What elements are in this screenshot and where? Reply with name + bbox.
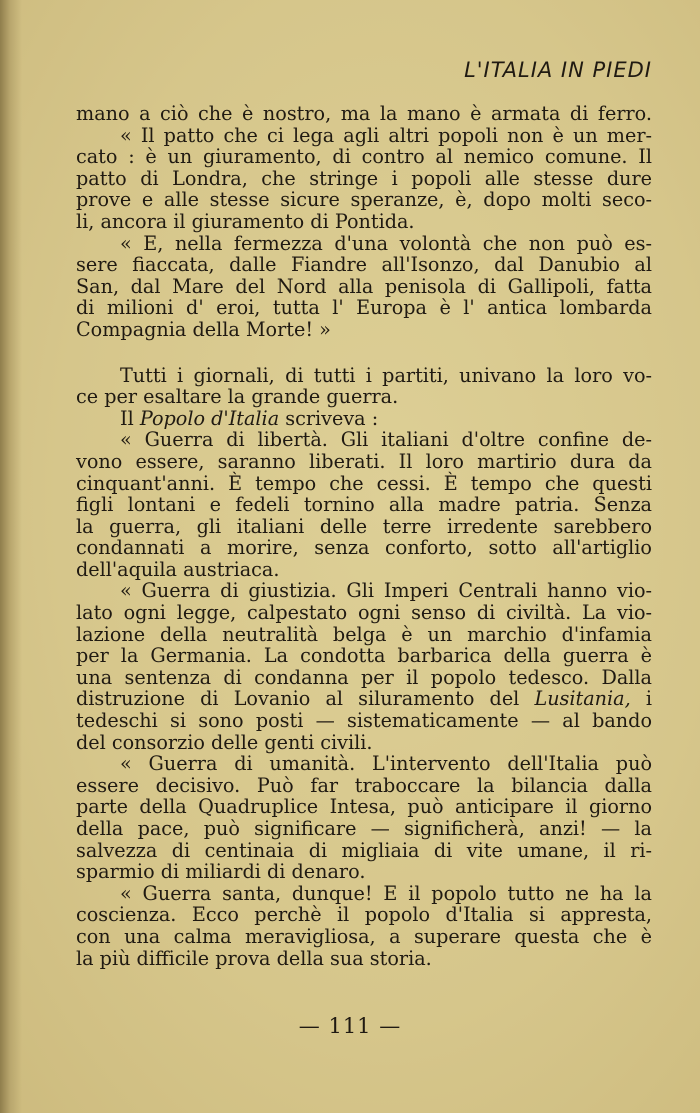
text-line: salvezza di centinaia di migliaia di vite umane, il ri- <box>76 838 652 862</box>
text-fragment: scriveva : <box>285 406 379 430</box>
text-line: dell'aquila austriaca. <box>76 557 280 581</box>
text-line: San, dal Mare del Nord alla penisola di Gallipoli, fatta <box>76 274 652 298</box>
text-line: di milioni d' eroi, tutta l' Europa è l' antica lombarda <box>76 296 652 320</box>
text-fragment: Il <box>120 406 134 430</box>
text-line: della pace, può significare — significherà, anzi! — la <box>76 817 652 840</box>
text-line: la più difficile prova della sua storia. <box>76 946 432 970</box>
text-line: sere fiaccata, dalle Fiandre all'Isonzo, dal Danubio al <box>76 253 652 277</box>
text-line: lazione della neutralità belga è un marchio d'infamia <box>76 622 652 646</box>
text-line: cato : è un giuramento, di contro al nemico comune. Il <box>76 145 652 169</box>
paragraph-gap <box>76 341 652 365</box>
text-line: cinquant'anni. È tempo che cessi. È tempo che questi <box>76 471 652 495</box>
text-line: patto di Londra, che stringe i popoli alle stesse dure <box>76 166 652 190</box>
text-line: del consorzio delle genti civili. <box>76 730 373 754</box>
text-fragment: i <box>645 687 652 711</box>
text-line: li, ancora il giuramento di Pontida. <box>76 209 415 233</box>
text-line: Tutti i giornali, di tutti i partiti, univano la loro vo- <box>120 363 652 387</box>
text-line: vono essere, saranno liberati. Il loro martirio dura da <box>76 449 652 473</box>
text-line: « Guerra di giustizia. Gli Imperi Centrali hanno vio- <box>120 579 652 603</box>
text-line: la guerra, gli italiani delle terre irredente sarebbero <box>76 514 652 538</box>
text-line: figli lontani e fedeli tornino alla madre patria. Senza <box>76 493 652 517</box>
text-line: con una calma meravigliosa, a superare questa che è <box>76 924 652 948</box>
text-line: per la Germania. La condotta barbarica della guerra è <box>76 644 652 668</box>
text-line: « Guerra di umanità. L'intervento dell'Italia può <box>120 752 652 776</box>
text-line <box>76 408 652 430</box>
body-text <box>76 103 652 969</box>
text-line: lato ogni legge, calpestato ogni senso di civiltà. La vio- <box>76 601 652 625</box>
text-line: parte della Quadruplice Intesa, può anticipare il giorno <box>76 795 652 819</box>
text-line: condannati a morire, senza conforto, sotto all'artiglio <box>76 536 652 560</box>
text-line: prove e alle stesse sicure speranze, è, dopo molti seco- <box>76 188 652 212</box>
text-line: una sentenza di condanna per il popolo tedesco. Dalla <box>76 665 652 689</box>
newspaper-title: Popolo d'Italia <box>139 406 280 430</box>
text-line: « E, nella fermezza d'una volontà che non può es- <box>120 231 652 255</box>
spine-shadow <box>0 0 22 1113</box>
text-line: mano a ciò che è nostro, ma la mano è armata di ferro. <box>76 102 652 125</box>
text-line: coscienza. Ecco perchè il popolo d'Italia si appresta, <box>76 903 652 927</box>
text-line: « Guerra santa, dunque! E il popolo tutto ne ha la <box>120 881 652 905</box>
text-line: « Il patto che ci lega agli altri popoli non è un mer- <box>120 123 652 147</box>
text-line: sparmio di miliardi di denaro. <box>76 860 366 884</box>
text-line: essere decisivo. Può far traboccare la bilancia dalla <box>76 773 652 797</box>
page-number: — 111 — <box>298 1014 402 1038</box>
text-line: ce per esaltare la grande guerra. <box>76 385 399 409</box>
text-line <box>76 688 652 710</box>
text-line: Compagnia della Morte! » <box>76 317 331 341</box>
text-line: « Guerra di libertà. Gli italiani d'oltre confine de- <box>120 428 652 452</box>
running-head: L'ITALIA IN PIEDI <box>464 58 652 82</box>
text-fragment: distruzione di Lovanio al siluramento del <box>76 687 520 711</box>
text-line: tedeschi si sono posti — sistematicamente — al bando <box>76 709 652 733</box>
ship-name: Lusitania, <box>534 687 631 711</box>
